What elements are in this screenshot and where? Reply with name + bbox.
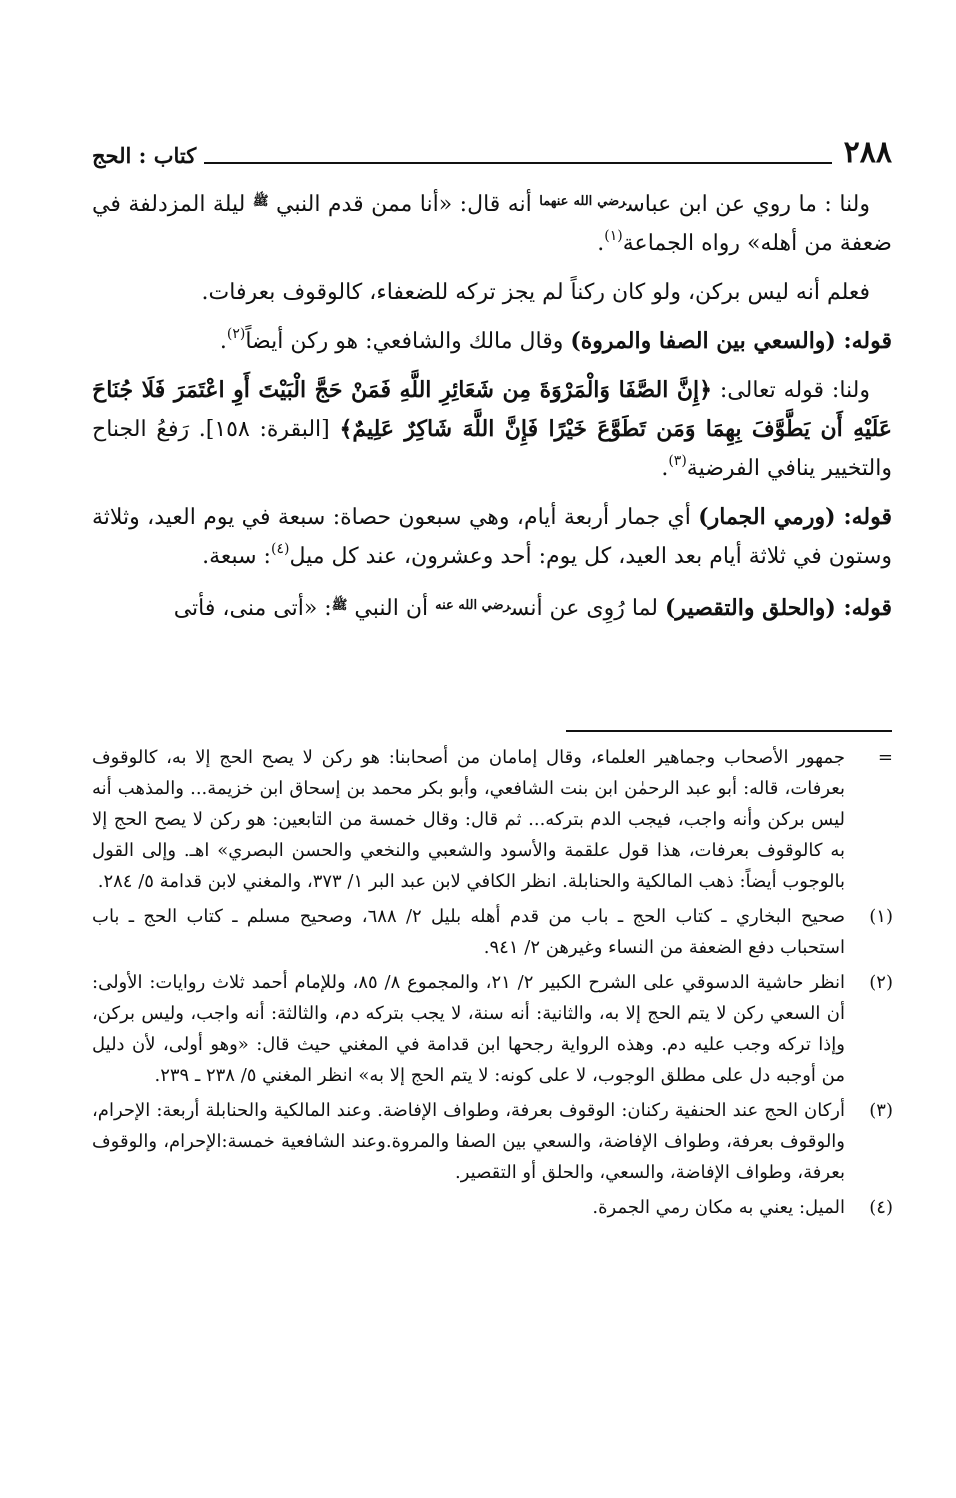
text-span: وقال مالك والشافعي: هو ركن أيضاً — [245, 329, 571, 354]
footnote-ref[interactable]: (٣) — [668, 453, 687, 469]
footnote-item — [92, 967, 897, 1091]
footnotes — [92, 742, 897, 1227]
footnote-ref[interactable]: (٤) — [270, 541, 290, 557]
text-span: : «أتى منى، فأتى — [173, 596, 332, 621]
text-span: ولنا: قوله تعالى: — [712, 378, 870, 403]
honorific-mark: رضي الله عنهما — [539, 194, 627, 209]
text-span: . — [661, 456, 669, 481]
footnote-separator — [566, 730, 892, 732]
paragraph-4 — [92, 371, 892, 488]
footnote-item — [92, 1095, 897, 1188]
paragraph-2: فعلم أنه ليس بركن، ولو كان ركناً لم يجز تركه للضعفاء، كالوقوف بعرفات. — [201, 280, 870, 305]
page-header — [92, 128, 892, 168]
text-span: أنه قال: «أنا ممن قدم النبي — [268, 192, 540, 217]
footnote-item — [92, 742, 897, 897]
qawl-heading: قوله: (والسعي بين الصفا والمروة) — [570, 328, 892, 354]
footnote-text: الميل: يعني به مكان رمي الجمرة. — [592, 1197, 845, 1218]
qawl-heading: قوله: (ورمي الجمار) — [698, 504, 892, 530]
footnote-text: أركان الحج عند الحنفية ركنان: الوقوف بعرفة، وطواف الإفاضة. وعند المالكية والحنابلة أربعة: الإحرام، والوقوف بعرفة، وطواف الإفاضة، والسعي بين الصفا والمروة.وعند الشافعية خمسة:الإحرام، والوقوف بعرفة، وطواف الإفاضة، والسعي، والحلق أو التقصير. — [92, 1100, 845, 1183]
qawl-heading: قوله: (والحلق والتقصير) — [665, 595, 892, 621]
text-span: أي جمار أربعة أيام، وهي سبعون حصاة: سبعة في يوم العيد، وثلاثة وستون في ثلاثة أيام بعد العيد، كل يوم: أحد وعشرون، عند كل ميل — [92, 505, 892, 569]
footnote-marker: (٢) — [869, 972, 893, 993]
footnote-text: جمهور الأصحاب وجماهير العلماء، وقال إمامان من أصحابنا: هو ركن لا يصح الحج إلا به، كالوقوف بعرفات، قاله: أبو عبد الرحمٰن ابن بنت الشافعي، وأبو بكر محمد بن إسحاق ابن خزيمة... والمذهب أنه ليس بركن وأنه واجب، فيجب الدم بتركه... ثم قال: وقال خمسة من التابعين: هو ركن لا يصح الحج إلا به كالوقوف بعرفات، هذا قول علقمة والأسود والشعبي والنخعي والحسن البصري» اهـ. وإلى القول بالوجوب أيضاً: ذهب المالكية والحنابلة. انظر الكافي لابن عبد البر ١/ ٣٧٣، والمغني لابن قدامة ٥/ ٢٨٤. — [92, 747, 845, 892]
header-rule — [204, 162, 831, 164]
footnote-text: انظر حاشية الدسوقي على الشرح الكبير ٢/ ٢١، والمجموع ٨/ ٨٥، وللإمام أحمد ثلاث روايات: الأولى: أن السعي ركن لا يتم الحج إلا به، والثانية: أنه سنة، لا يجب بتركه دم، والثالثة: أنه واجب، وليس بركن، وإذا تركه وجب عليه دم. وهذه الرواية رجحها ابن قدامة في المغني حيث قال: «وهو أولى، لأن دليل من أوجبه دل على مطلق الوجوب، لا على كونه: لا يتم الحج إلا به» انظر المغني ٥/ ٢٣٨ ـ ٢٣٩. — [92, 972, 845, 1086]
footnote-marker: (١) — [869, 906, 893, 927]
text-span: : سبعة. — [202, 544, 271, 569]
text-span: [البقرة: ١٥٨]. رَفعُ الجناح والتخيير ينافي الفرضية — [92, 417, 892, 481]
paragraph-6 — [92, 586, 892, 628]
paragraph-1 — [92, 182, 892, 263]
footnote-item — [92, 1192, 897, 1223]
text-span: لما رُوِى عن أنس — [510, 596, 666, 621]
footnote-text: صحيح البخاري ـ كتاب الحج ـ باب من قدم أهله بليل ٢/ ٦٨٨، وصحيح مسلم ـ كتاب الحج ـ باب استحباب دفع الضعفة من النساء وغيرهن ٢/ ٩٤١. — [92, 906, 845, 958]
footnote-item — [92, 901, 897, 963]
chapter-title: كتاب : الحج — [92, 143, 197, 168]
honorific-mark: رضي الله عنه — [435, 598, 511, 613]
text-span: . — [597, 231, 605, 256]
footnote-marker: = — [877, 747, 893, 768]
text-span: . — [219, 329, 227, 354]
text-span: ولنا : ما روي عن ابن عباس — [626, 192, 870, 217]
page-number: ٢٨٨ — [843, 135, 892, 170]
paragraph-3 — [92, 322, 892, 361]
footnote-ref[interactable]: (١) — [604, 228, 623, 244]
text-span: ليلة المزدلفة في ضعفة من أهله» رواه الجماعة — [92, 192, 892, 256]
honorific-mark: ﷺ — [331, 598, 348, 613]
text-span: أن النبي — [347, 596, 436, 621]
main-text — [92, 182, 892, 638]
quran-verse: ﴿إِنَّ الصَّفَا وَالْمَرْوَةَ مِن شَعَائِرِ اللَّهِ فَمَنْ حَجَّ الْبَيْتَ أَوِ اعْتَمَرَ فَلَا جُنَاحَ عَلَيْهِ أَن يَطَّوَّفَ بِهِمَا وَمَن تَطَوَّعَ خَيْرًا فَإِنَّ اللَّهَ شَاكِرٌ عَلِيمٌ﴾ — [92, 377, 892, 442]
paragraph-5 — [92, 498, 892, 576]
footnote-marker: (٣) — [869, 1100, 893, 1121]
footnote-marker: (٤) — [869, 1197, 893, 1218]
footnote-ref[interactable]: (٢) — [226, 326, 246, 342]
honorific-mark: ﷺ — [252, 194, 269, 209]
